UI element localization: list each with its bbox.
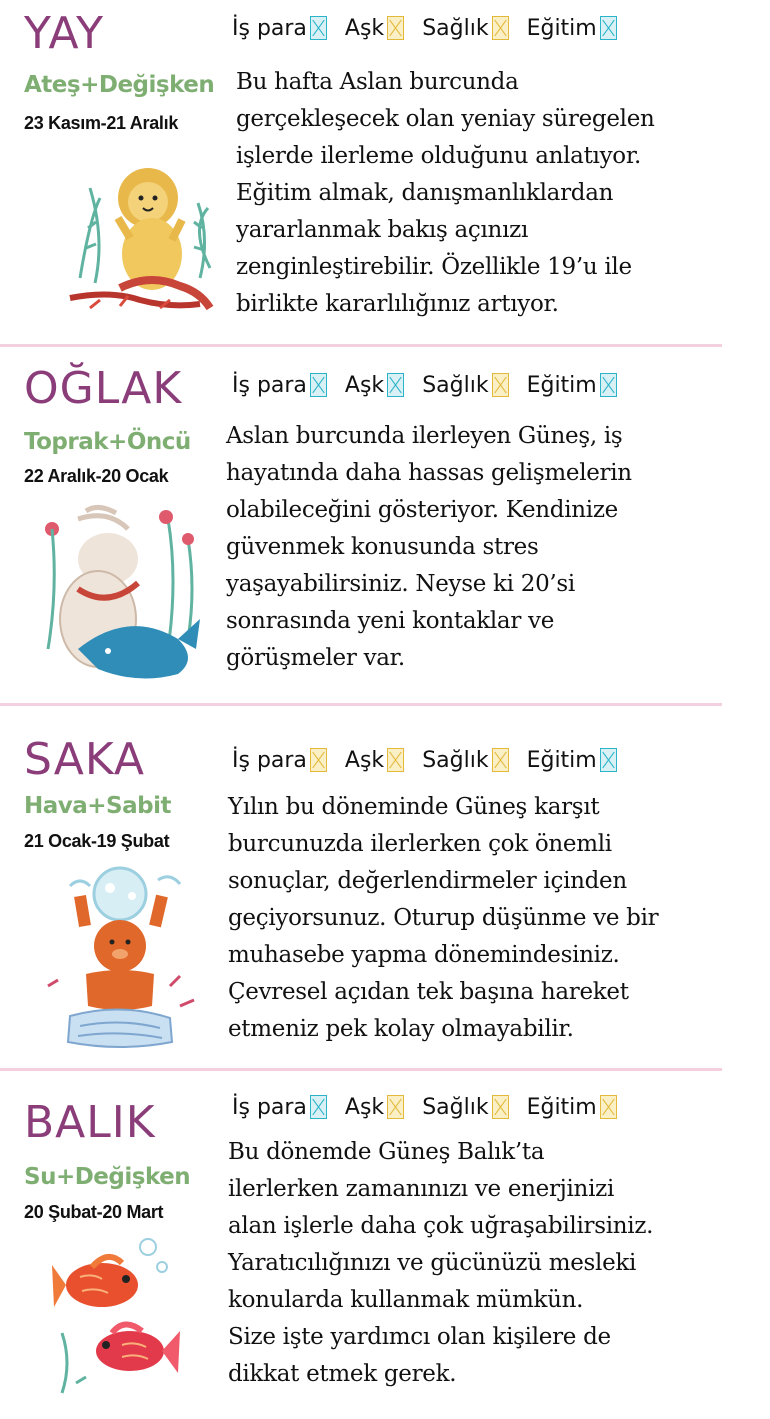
rating-saglik: Sağlık: [422, 16, 508, 41]
rating-row: [232, 1091, 617, 1123]
pisces-goldfish-icon: [52, 1233, 182, 1403]
sign-name: BALIK: [24, 1097, 156, 1148]
rating-box-icon: [310, 748, 327, 772]
capricorn-goat-fish-icon: [38, 499, 208, 689]
rating-box-icon: [492, 748, 509, 772]
rating-egitim: Eğitim: [527, 1095, 617, 1120]
sagittarius-lion-icon: [60, 158, 220, 318]
rating-row: [232, 12, 617, 44]
forecast-text: Bu hafta Aslan burcunda gerçekleşecek olan yeniay süregelen işlerde ilerleme olduğunu anlatıyor. Eğitim almak, danışmanlıklardan yararlanmak bakış açınızı zenginleştirebilir. Özellikle 19’u ile birlikte kararlılığınız artıyor.: [236, 69, 655, 317]
rating-box-icon: [600, 16, 617, 40]
rating-egitim: Eğitim: [527, 373, 617, 398]
rating-egitim: Eğitim: [527, 16, 617, 41]
rating-ask: Aşk: [345, 748, 404, 773]
rating-box-icon: [600, 1095, 617, 1119]
sign-name: OĞLAK: [24, 363, 183, 414]
horoscope-section-oglak: [0, 347, 770, 703]
sign-dates: 20 Şubat-20 Mart: [24, 1202, 164, 1222]
rating-box-icon: [387, 373, 404, 397]
horoscope-section-yay: [0, 0, 770, 345]
rating-is-para: İş para: [232, 748, 327, 773]
horoscope-section-saka: [0, 706, 770, 1068]
rating-box-icon: [387, 1095, 404, 1119]
rating-box-icon: [310, 16, 327, 40]
rating-ask: Aşk: [345, 16, 404, 41]
rating-box-icon: [387, 16, 404, 40]
rating-saglik: Sağlık: [422, 373, 508, 398]
sign-element: Ateş+Değişken: [24, 72, 215, 98]
sign-dates: 21 Ocak-19 Şubat: [24, 831, 170, 851]
sign-name: YAY: [24, 8, 105, 59]
rating-box-icon: [492, 16, 509, 40]
sign-dates: 22 Aralık-20 Ocak: [24, 466, 169, 486]
rating-box-icon: [310, 373, 327, 397]
rating-ask: Aşk: [345, 1095, 404, 1120]
rating-is-para: İş para: [232, 1095, 327, 1120]
rating-box-icon: [310, 1095, 327, 1119]
forecast-text: Bu dönemde Güneş Balık’ta ilerlerken zamanınızı ve enerjinizi alan işlerle daha çok uğraşabilirsiniz. Yaratıcılığınızı ve gücünüzü mesleki konularda kullanmak mümkün. Size işte yardımcı olan kişilere de dikkat etmek gerek.: [228, 1139, 654, 1387]
rating-is-para: İş para: [232, 16, 327, 41]
rating-box-icon: [600, 373, 617, 397]
sign-name: SAKA: [24, 734, 146, 785]
rating-ask: Aşk: [345, 373, 404, 398]
rating-row: [232, 369, 617, 401]
rating-egitim: Eğitim: [527, 748, 617, 773]
forecast-text: Aslan burcunda ilerleyen Güneş, iş hayatında daha hassas gelişmelerin olabileceğini gösteriyor. Kendinize güvenmek konusunda stres yaşayabilirsiniz. Neyse ki 20’si sonrasında yeni kontaklar ve görüşmeler var.: [226, 423, 632, 671]
aquarius-bear-icon: [40, 866, 200, 1056]
rating-box-icon: [387, 748, 404, 772]
sign-element: Su+Değişken: [24, 1164, 191, 1190]
sign-element: Hava+Sabit: [24, 793, 171, 819]
forecast-text: Yılın bu döneminde Güneş karşıt burcunuzda ilerlerken çok önemli sonuçlar, değerlendirmeler içinden geçiyorsunuz. Oturup düşünme ve bir muhasebe yapma dönemindesiniz. Çevresel açıdan tek başına hareket etmeniz pek kolay olmayabilir.: [228, 794, 659, 1042]
sign-dates: 23 Kasım-21 Aralık: [24, 113, 179, 133]
rating-box-icon: [492, 373, 509, 397]
horoscope-section-balik: [0, 1071, 770, 1419]
rating-box-icon: [492, 1095, 509, 1119]
rating-row: [232, 744, 617, 776]
rating-is-para: İş para: [232, 373, 327, 398]
rating-saglik: Sağlık: [422, 1095, 508, 1120]
sign-element: Toprak+Öncü: [24, 429, 191, 455]
rating-saglik: Sağlık: [422, 748, 508, 773]
rating-box-icon: [600, 748, 617, 772]
